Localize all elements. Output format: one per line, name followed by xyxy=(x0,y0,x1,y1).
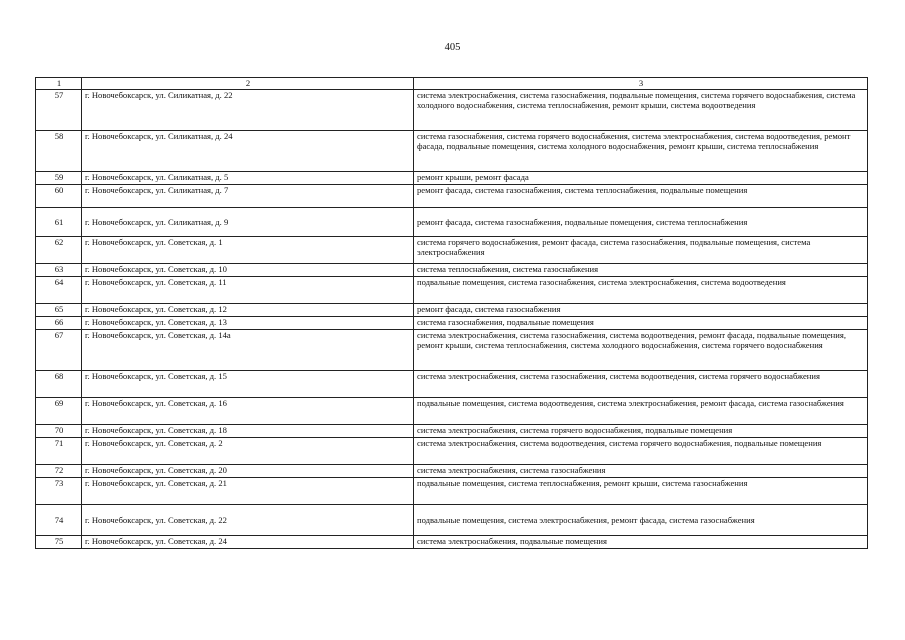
row-address: г. Новочебоксарск, ул. Силикатная, д. 24 xyxy=(82,131,414,172)
row-number: 74 xyxy=(36,505,82,536)
page-number: 405 xyxy=(444,42,461,53)
column-header-address: 2 xyxy=(82,78,414,90)
row-number: 57 xyxy=(36,90,82,131)
row-address: г. Новочебоксарск, ул. Советская, д. 10 xyxy=(82,264,414,277)
table-row xyxy=(36,304,868,317)
row-number: 59 xyxy=(36,172,82,185)
row-number: 61 xyxy=(36,208,82,237)
table-row xyxy=(36,536,868,549)
row-number: 70 xyxy=(36,425,82,438)
row-works: система электроснабжения, система газоснабжения xyxy=(414,465,868,478)
table-row xyxy=(36,478,868,505)
row-address: г. Новочебоксарск, ул. Силикатная, д. 5 xyxy=(82,172,414,185)
row-works: система горячего водоснабжения, ремонт фасада, система газоснабжения, подвальные помещения, система электроснабжения xyxy=(414,237,868,264)
table-row xyxy=(36,185,868,208)
table-row xyxy=(36,237,868,264)
row-address: г. Новочебоксарск, ул. Советская, д. 12 xyxy=(82,304,414,317)
row-address: г. Новочебоксарск, ул. Силикатная, д. 9 xyxy=(82,208,414,237)
row-number: 75 xyxy=(36,536,82,549)
table-row xyxy=(36,371,868,398)
row-works: подвальные помещения, система водоотведения, система электроснабжения, ремонт фасада, система газоснабжения xyxy=(414,398,868,425)
row-works: система электроснабжения, система горячего водоснабжения, подвальные помещения xyxy=(414,425,868,438)
row-address: г. Новочебоксарск, ул. Советская, д. 14а xyxy=(82,330,414,371)
row-address: г. Новочебоксарск, ул. Советская, д. 11 xyxy=(82,277,414,304)
row-address: г. Новочебоксарск, ул. Силикатная, д. 22 xyxy=(82,90,414,131)
row-number: 67 xyxy=(36,330,82,371)
row-works: система электроснабжения, система газоснабжения, система водоотведения, ремонт фасада, подвальные помещения, ремонт крыши, система теплоснабжения, система холодного водоснабжения, система горячего водоснабжения xyxy=(414,330,868,371)
row-address: г. Новочебоксарск, ул. Советская, д. 24 xyxy=(82,536,414,549)
table-row xyxy=(36,505,868,536)
table-row xyxy=(36,438,868,465)
row-works: система электроснабжения, система водоотведения, система горячего водоснабжения, подвальные помещения xyxy=(414,438,868,465)
row-number: 60 xyxy=(36,185,82,208)
table-header xyxy=(36,78,868,90)
row-works: система электроснабжения, система газоснабжения, подвальные помещения, система горячего водоснабжения, система холодного водоснабжения, система теплоснабжения, ремонт крыши, система водоотведения xyxy=(414,90,868,131)
row-number: 71 xyxy=(36,438,82,465)
table-row xyxy=(36,465,868,478)
table-row xyxy=(36,330,868,371)
row-address: г. Новочебоксарск, ул. Советская, д. 16 xyxy=(82,398,414,425)
table-row xyxy=(36,131,868,172)
row-works: система газоснабжения, система горячего водоснабжения, система электроснабжения, система водоотведения, ремонт фасада, подвальные помещения, система холодного водоснабжения, ремонт крыши, система теплоснабжения xyxy=(414,131,868,172)
table-row xyxy=(36,317,868,330)
row-number: 72 xyxy=(36,465,82,478)
row-number: 68 xyxy=(36,371,82,398)
table-row xyxy=(36,277,868,304)
row-works: ремонт фасада, система газоснабжения, подвальные помещения, система теплоснабжения xyxy=(414,208,868,237)
row-address: г. Новочебоксарск, ул. Силикатная, д. 7 xyxy=(82,185,414,208)
table-row xyxy=(36,264,868,277)
row-address: г. Новочебоксарск, ул. Советская, д. 2 xyxy=(82,438,414,465)
row-address: г. Новочебоксарск, ул. Советская, д. 21 xyxy=(82,478,414,505)
column-header-number: 1 xyxy=(36,78,82,90)
table-row xyxy=(36,172,868,185)
row-works: ремонт фасада, система газоснабжения xyxy=(414,304,868,317)
row-address: г. Новочебоксарск, ул. Советская, д. 20 xyxy=(82,465,414,478)
row-address: г. Новочебоксарск, ул. Советская, д. 13 xyxy=(82,317,414,330)
table-row xyxy=(36,425,868,438)
row-number: 69 xyxy=(36,398,82,425)
row-works: система электроснабжения, подвальные помещения xyxy=(414,536,868,549)
row-address: г. Новочебоксарск, ул. Советская, д. 18 xyxy=(82,425,414,438)
row-address: г. Новочебоксарск, ул. Советская, д. 15 xyxy=(82,371,414,398)
table-row xyxy=(36,398,868,425)
row-number: 66 xyxy=(36,317,82,330)
data-table xyxy=(35,77,868,549)
row-number: 64 xyxy=(36,277,82,304)
row-number: 62 xyxy=(36,237,82,264)
row-number: 73 xyxy=(36,478,82,505)
row-works: ремонт фасада, система газоснабжения, система теплоснабжения, подвальные помещения xyxy=(414,185,868,208)
row-works: система теплоснабжения, система газоснабжения xyxy=(414,264,868,277)
column-header-works: 3 xyxy=(414,78,868,90)
row-address: г. Новочебоксарск, ул. Советская, д. 22 xyxy=(82,505,414,536)
row-number: 58 xyxy=(36,131,82,172)
row-number: 65 xyxy=(36,304,82,317)
row-works: система электроснабжения, система газоснабжения, система водоотведения, система горячего водоснабжения xyxy=(414,371,868,398)
row-works: подвальные помещения, система газоснабжения, система электроснабжения, система водоотведения xyxy=(414,277,868,304)
row-address: г. Новочебоксарск, ул. Советская, д. 1 xyxy=(82,237,414,264)
table-row xyxy=(36,208,868,237)
table-row xyxy=(36,90,868,131)
row-number: 63 xyxy=(36,264,82,277)
row-works: подвальные помещения, система электроснабжения, ремонт фасада, система газоснабжения xyxy=(414,505,868,536)
table-body xyxy=(36,90,868,549)
row-works: подвальные помещения, система теплоснабжения, ремонт крыши, система газоснабжения xyxy=(414,478,868,505)
header-row xyxy=(36,78,868,90)
row-works: система газоснабжения, подвальные помещения xyxy=(414,317,868,330)
row-works: ремонт крыши, ремонт фасада xyxy=(414,172,868,185)
